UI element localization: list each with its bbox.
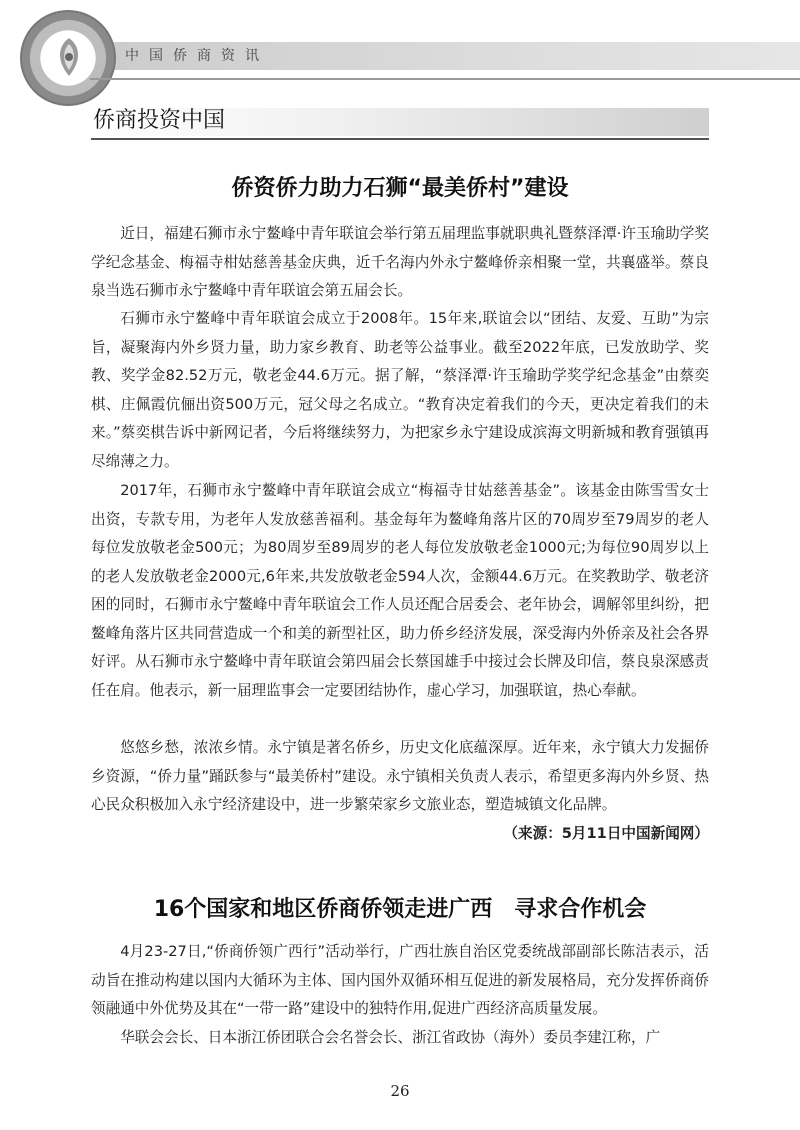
article-title: 侨资侨力助力石狮“最美侨村”建设 [231, 176, 569, 201]
article-source: （来源：5月11日中国新闻网） [503, 825, 709, 842]
article-title: 16个国家和地区侨商侨领走进广西 寻求合作机会 [153, 897, 647, 922]
section-rule [91, 138, 709, 140]
logo-emblem-icon [50, 34, 88, 80]
section-title: 侨商投资中国 [93, 108, 226, 133]
page-number: 26 [390, 1082, 410, 1100]
article-paragraph: 近日，福建石狮市永宁鳌峰中青年联谊会举行第五届理监事就职典礼暨蔡泽潭·许玉瑜助学奖学纪念基金、梅福寺柑姑慈善基金庆典，近千名海内外永宁鳌峰侨亲相聚一堂，共襄盛举。蔡良泉当选石狮市永宁鳌峰中青年联谊会第五届会长。 [91, 225, 709, 299]
article-paragraph: 2017年，石狮市永宁鳌峰中青年联谊会成立“梅福寺甘姑慈善基金”。该基金由陈雪雪女士出资，专款专用，为老年人发放慈善福利。基金每年为鳌峰角落片区的70周岁至79周岁的老人每位发放敬老金500元；为80周岁至89周岁的老人每位发放敬老金1000元;为每位90周岁以上的老人发放敬老金2000元,6年来,共发放敬老金594人次，金额44.6万元。在奖教助学、敬老济困的同时，石狮市永宁鳌峰中青年联谊会工作人员还配合居委会、老年协会，调解邻里纠纷，把鳌峰角落片区共同营造成一个和美的新型社区，助力侨乡经济发展，深受海内外侨亲及社会各界好评。从石狮市永宁鳌峰中青年联谊会第四届会长蔡国雄手中接过会长牌及印信，蔡良泉深感责任在肩。他表示，新一届理监事会一定要团结协作，虚心学习，加强联谊，热心奉献。 [91, 482, 709, 699]
article-paragraph: 石狮市永宁鳌峰中青年联谊会成立于2008年。15年来,联谊会以“团结、友爱、互助”为宗旨，凝聚海内外乡贤力量，助力家乡教育、助老等公益事业。截至2022年底，已发放助学、奖教、奖学金82.52万元，敬老金44.6万元。据了解，“蔡泽潭·许玉瑜助学奖学纪念基金”由蔡奕棋、庄佩霞伉俪出资500万元，冠父母之名成立。“教育决定着我们的今天，更决定着我们的未来。”蔡奕棋告诉中新网记者，今后将继续努力，为把家乡永宁建设成滨海文明新城和教育强镇再尽绵薄之力。 [91, 310, 709, 470]
article-paragraph: 4月23-27日,“侨商侨领广西行”活动举行，广西壮族自治区党委统战部副部长陈洁表示，活动旨在推动构建以国内大循环为主体、国内国外双循环相互促进的新发展格局，充分发挥侨商侨领融通中外优势及其在“一带一路”建设中的独特作用,促进广西经济高质量发展。 [91, 943, 709, 1017]
organization-logo [20, 10, 116, 106]
article-paragraph: 华联会会长、日本浙江侨团联合会名誉会长、浙江省政协（海外）委员李建江称，广 [120, 1029, 661, 1046]
running-title: 中国侨商资讯 [125, 48, 269, 64]
header-rule [90, 78, 800, 80]
article-paragraph: 悠悠乡愁，浓浓乡情。永宁镇是著名侨乡，历史文化底蕴深厚。近年来，永宁镇大力发掘侨乡资源，“侨力量”踊跃参与“最美侨村”建设。永宁镇相关负责人表示，希望更多海内外乡贤、热心民众积极加入永宁经济建设中，进一步繁荣家乡文旅业态，塑造城镇文化品牌。 [91, 739, 709, 813]
